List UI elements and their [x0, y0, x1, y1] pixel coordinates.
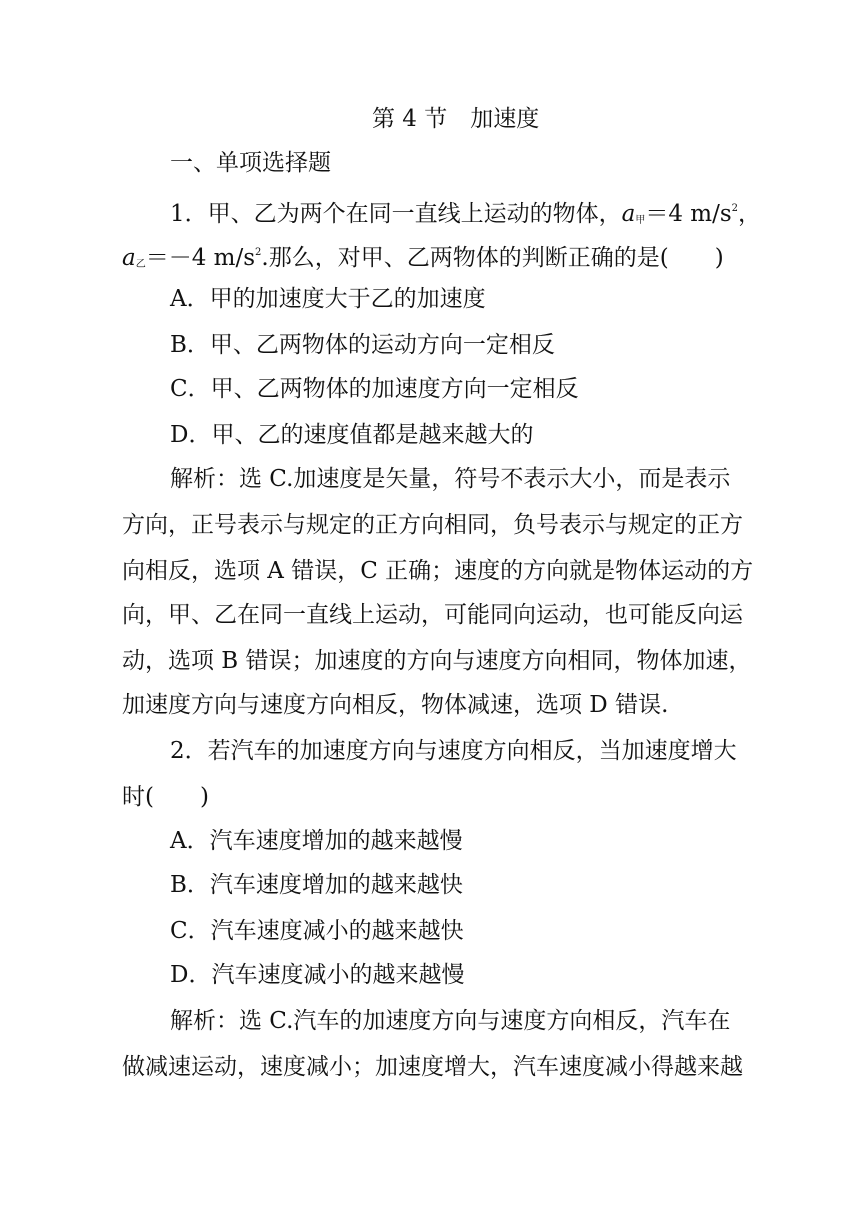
q1-analysis-line: 解析：选 C.加速度是矢量，符号不表示大小，而是表示 [170, 466, 731, 492]
q1-stem-line2 [0, 238, 860, 280]
accel-symbol: a [621, 201, 636, 227]
q2-option-c: C．汽车速度减小的越来越快 [170, 918, 464, 944]
subscript-yi: 乙 [135, 259, 146, 270]
q1-analysis-line: 方向，正号表示与规定的正方向相同，负号表示与规定的正方 [122, 512, 743, 538]
q1-analysis-line: 向相反，选项 A 错误，C 正确；速度的方向就是物体运动的方 [122, 558, 754, 584]
q1-analysis-line: 动，选项 B 错误；加速度的方向与速度方向相同，物体加速， [122, 648, 752, 674]
q2-analysis-line: 解析：选 C.汽车的加速度方向与速度方向相反，汽车在 [170, 1008, 731, 1034]
q1-analysis-line: 向，甲、乙在同一直线上运动，可能同向运动，也可能反向运 [122, 602, 743, 628]
q1-stem-end: .那么，对甲、乙两物体的判断正确的是( ) [261, 245, 724, 271]
q2-stem-line1: 2．若汽车的加速度方向与速度方向相反，当加速度增大 [170, 738, 737, 764]
superscript-2: 2 [255, 247, 262, 258]
superscript-2: 2 [731, 203, 739, 214]
q1-option-a: A．甲的加速度大于乙的加速度 [170, 286, 486, 312]
q1-stem-line1 [0, 194, 860, 236]
q2-analysis-line: 做减速运动，速度减小；加速度增大，汽车速度减小得越来越 [122, 1054, 743, 1080]
accel-symbol: a [122, 245, 136, 271]
q1-stem-text: 1．甲、乙为两个在同一直线上运动的物体， [170, 201, 622, 227]
q1-option-c: C．甲、乙两物体的加速度方向一定相反 [170, 376, 579, 402]
q1-eq2: ＝－4 m/s [145, 245, 256, 271]
q2-stem-line2: 时( ) [122, 784, 209, 810]
q1-analysis-line: 加速度方向与速度方向相反，物体减速，选项 D 错误. [122, 692, 669, 718]
q2-option-a: A．汽车速度增加的越来越慢 [170, 828, 463, 854]
q1-comma: ， [738, 201, 762, 227]
q2-option-b: B．汽车速度增加的越来越快 [170, 872, 463, 898]
q2-option-d: D．汽车速度减小的越来越慢 [170, 962, 465, 988]
subscript-jia: 甲 [635, 215, 646, 226]
section-heading: 一、单项选择题 [170, 150, 331, 176]
page-title: 第 4 节 加速度 [372, 106, 540, 132]
q1-option-b: B．甲、乙两物体的运动方向一定相反 [170, 332, 555, 358]
q1-eq1: ＝4 m/s [645, 201, 732, 227]
q1-option-d: D．甲、乙的速度值都是越来越大的 [170, 422, 534, 448]
